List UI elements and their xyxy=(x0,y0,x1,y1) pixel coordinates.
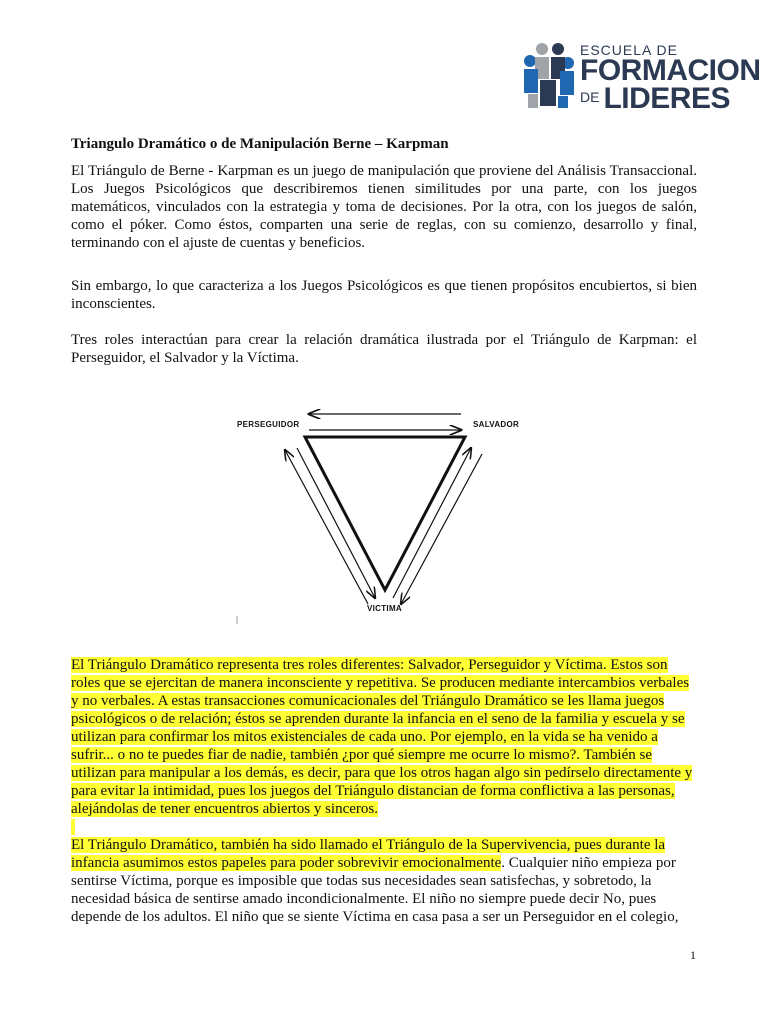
logo-line-3 xyxy=(580,84,730,114)
arrow-right-down xyxy=(401,454,482,604)
logo-line-1: ESCUELA DE xyxy=(580,42,678,58)
label-perseguidor: PERSEGUIDOR xyxy=(237,420,300,429)
school-logo xyxy=(522,40,761,115)
arrow-right-up xyxy=(393,448,471,598)
logo-line-2: FORMACION xyxy=(580,54,761,87)
logo-line-3b: LIDERES xyxy=(603,82,730,115)
text-line: roles que se ejercitan de manera inconsciente y repetitiva. Se producen mediante intercambios verbales xyxy=(71,675,690,691)
arrow-left-down xyxy=(297,448,375,598)
triangle-graphic xyxy=(233,404,533,624)
text-line: El Triángulo Dramático representa tres roles diferentes: Salvador, Perseguidor y Víctima. Estos son xyxy=(71,657,668,673)
paragraph-intro: El Triángulo de Berne - Karpman es un juego de manipulación que proviene del Análisis Transaccional. Los Juegos Psicológicos que describiremos tienen similitudes por una parte, con los juegos matemáticos, vinculados con la estrategia y toma de decisiones. Por la otra, con los juegos de salón, como el póker. Como éstos, comparten una serie de reglas, con su comienzo, desarrollo y final, terminando con el ajuste de cuentas y beneficios. xyxy=(71,163,697,251)
text-line: necesidad básica de sentirse amado incondicionalmente. El niño no siempre puede decir No, pues xyxy=(71,891,657,907)
text-line xyxy=(71,818,703,836)
text-line: sentirse Víctima, porque es imposible que todas sus necesidades sean satisfechas, y sobretodo, la xyxy=(71,873,652,889)
text-line: para evitar la intimidad, pues los juegos del Triángulo distancian de forma conflictiva a las personas, xyxy=(71,783,675,799)
logo-line-3a: DE xyxy=(580,89,600,105)
text-line: utilizan para confirmar los mitos existenciales de cada uno. Por ejemplo, en la vida se ha venido a xyxy=(71,729,658,745)
text-line: depende de los adultos. El niño que se siente Víctima en casa pasa a ser un Perseguidor en el colegio, xyxy=(71,909,679,925)
text-line: y no verbales. A estas transacciones comunicacionales del Triángulo Dramático se les llama juegos xyxy=(71,693,665,709)
text-line: utilizan para manipular a los demás, es decir, para que los otros hagan algo sin pedírselo directamente y xyxy=(71,765,693,781)
highlighted-paragraph-roles xyxy=(71,656,703,836)
label-salvador: SALVADOR xyxy=(473,420,520,429)
arrow-left-up xyxy=(285,450,368,604)
text-line: psicológicos o de relación; éstos se aprenden durante la infancia en el seno de la familia y escuela y se xyxy=(71,711,685,727)
paragraph-survival xyxy=(71,836,703,926)
text-line: alejándolas de tener encuentros abiertos y sinceros. xyxy=(71,801,378,817)
karpman-triangle-diagram xyxy=(233,404,533,624)
triangle-shape xyxy=(305,437,465,590)
people-logo-icon xyxy=(522,42,578,110)
paragraph-roles: Tres roles interactúan para crear la relación dramática ilustrada por el Triángulo de Karpman: el Perseguidor, el Salvador y la Víctima. xyxy=(71,332,697,366)
page-number: 1 xyxy=(690,948,696,962)
label-victima: VICTIMA xyxy=(367,604,402,613)
text-line: El Triángulo Dramático, también ha sido llamado el Triángulo de la Supervivencia, pues durante la xyxy=(71,837,666,853)
text-line: infancia asumimos estos papeles para poder sobrevivir emocionalmente. Cualquier niño empieza por xyxy=(71,855,676,871)
paragraph-purposes: Sin embargo, lo que caracteriza a los Juegos Psicológicos es que tienen propósitos encubiertos, si bien inconscientes. xyxy=(71,278,697,312)
document-title: Triangulo Dramático o de Manipulación Berne – Karpman xyxy=(71,136,449,152)
text-line: sufrir... o no te puedes fiar de nadie, también ¿por qué siempre me ocurre lo mismo?. También se xyxy=(71,747,652,763)
